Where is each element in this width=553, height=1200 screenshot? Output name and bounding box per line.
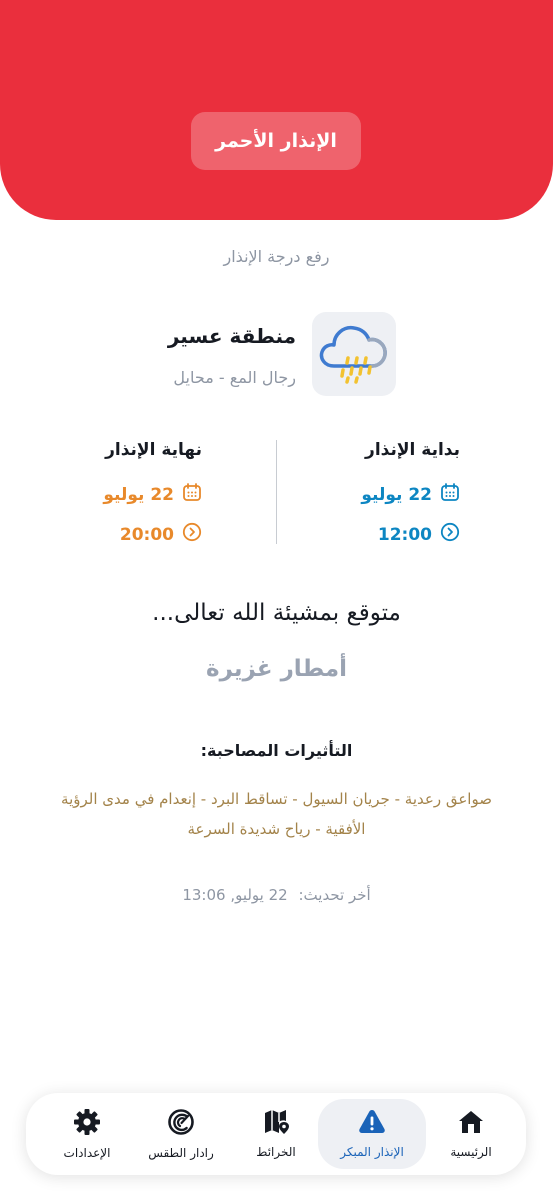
alert-subtitle: رفع درجة الإنذار xyxy=(223,247,330,266)
clock-arrow-icon xyxy=(440,522,460,547)
end-title: نهاية الإنذار xyxy=(105,440,202,460)
nav-early-warning-label: الإنذار المبكر xyxy=(340,1145,404,1159)
region-areas: رجال المع - محايل xyxy=(173,368,296,387)
nav-radar-label: رادار الطقس xyxy=(148,1146,214,1160)
nav-home[interactable] xyxy=(430,1099,512,1169)
nav-home-label: الرئيسية xyxy=(450,1145,492,1159)
end-date-row xyxy=(103,482,202,507)
clock-arrow-icon xyxy=(182,522,202,547)
nav-maps[interactable] xyxy=(238,1099,314,1169)
alert-start-column xyxy=(260,440,460,550)
nav-radar[interactable] xyxy=(132,1099,230,1169)
last-updated-value: 22 يوليو, 13:06 xyxy=(182,886,288,904)
bottom-navigation xyxy=(26,1093,526,1175)
alert-end-column xyxy=(2,440,202,550)
start-title: بداية الإنذار xyxy=(365,440,460,460)
home-icon xyxy=(457,1109,485,1139)
gear-icon xyxy=(73,1108,101,1140)
warning-icon xyxy=(358,1109,386,1139)
map-pin-icon xyxy=(262,1109,290,1139)
last-updated xyxy=(0,886,553,904)
impacts-title: التأثيرات المصاحبة: xyxy=(200,741,353,760)
last-updated-label: أخر تحديث: xyxy=(298,886,371,904)
end-time-row xyxy=(120,522,202,547)
forecast-intro: متوقع بمشيئة الله تعالى... xyxy=(152,600,401,626)
alert-level-badge: الإنذار الأحمر xyxy=(191,112,361,170)
start-time: 12:00 xyxy=(377,524,432,545)
region-name: منطقة عسير xyxy=(167,324,296,348)
calendar-icon xyxy=(182,482,202,507)
forecast-phenomenon: أمطار غزيرة xyxy=(206,656,347,682)
end-date: 22 يوليو xyxy=(103,484,174,505)
nav-early-warning[interactable] xyxy=(318,1099,426,1169)
calendar-icon xyxy=(440,482,460,507)
end-time: 20:00 xyxy=(119,524,174,545)
radar-icon xyxy=(167,1108,195,1140)
rain-cloud-icon xyxy=(312,312,396,396)
alert-header xyxy=(0,0,553,220)
start-date: 22 يوليو xyxy=(361,484,432,505)
impacts-text: صواعق رعدية - جريان السيول - تساقط البرد - إنعدام في مدى الرؤية الأفقية - رياح شديدة السرعة xyxy=(61,790,492,838)
nav-settings-label: الإعدادات xyxy=(63,1146,111,1160)
start-time-row xyxy=(378,522,460,547)
nav-settings[interactable] xyxy=(46,1099,128,1169)
region-card xyxy=(150,312,410,402)
nav-maps-label: الخرائط xyxy=(256,1145,296,1159)
start-date-row xyxy=(361,482,460,507)
